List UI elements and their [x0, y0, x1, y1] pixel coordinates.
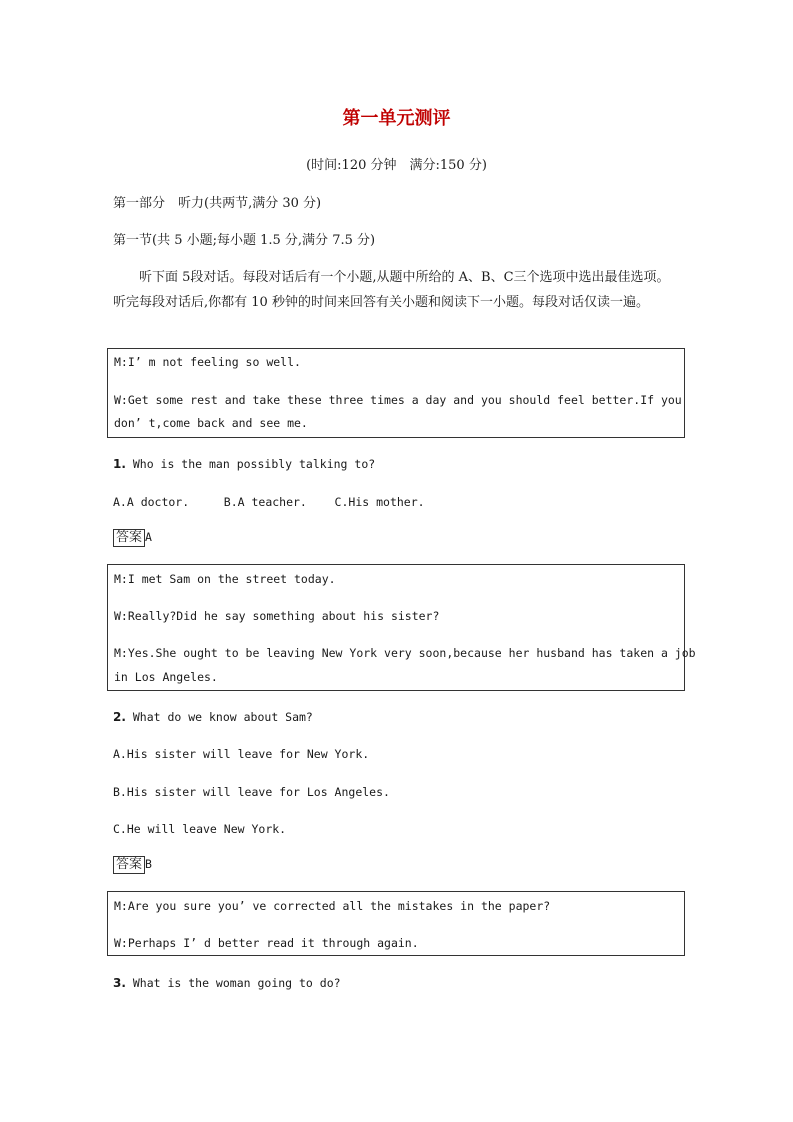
- dialog-line: W:Really?Did he say something about his sister?: [114, 609, 440, 623]
- answer-2: [113, 856, 152, 874]
- question-3: [113, 976, 341, 990]
- question-2: [113, 710, 313, 724]
- dialog-box-2: [107, 564, 696, 691]
- question-text: Who is the man possibly talking to?: [125, 457, 376, 471]
- answer-value: A: [145, 530, 152, 544]
- question-number: 1.: [113, 457, 126, 471]
- question-number: 3.: [113, 976, 126, 990]
- time-and-score: (时间:120 分钟 满分:150 分): [306, 158, 487, 173]
- dialog-line: W:Get some rest and take these three times a day and you should feel better.If you: [114, 393, 682, 407]
- dialog-line: W:Perhaps I’ d better read it through again.: [114, 936, 419, 950]
- dialog-line: M:Are you sure you’ ve corrected all the mistakes in the paper?: [114, 899, 551, 913]
- dialog-box-3: [107, 891, 685, 956]
- listening-instructions: 听下面 5段对话。每段对话后有一个小题,从题中所给的 A、B、C三个选项中选出最佳选项。听完每段对话后,你都有 10 秒钟的时间来回答有关小题和阅读下一小题。每段对话仅读一遍。: [113, 270, 670, 310]
- question-1-options: A.A doctor. B.A teacher. C.His mother.: [113, 495, 425, 509]
- answer-label: 答案: [113, 529, 145, 547]
- section-heading: 第一节(共 5 小题;每小题 1.5 分,满分 7.5 分): [113, 233, 376, 248]
- dialog-line: M:I met Sam on the street today.: [114, 572, 336, 586]
- question-number: 2.: [113, 710, 126, 724]
- answer-label: 答案: [113, 856, 145, 874]
- question-2-option-a: A.His sister will leave for New York.: [113, 747, 370, 761]
- question-1: [113, 457, 375, 471]
- question-2-option-c: C.He will leave New York.: [113, 822, 287, 836]
- question-text: What do we know about Sam?: [125, 710, 313, 724]
- question-text: What is the woman going to do?: [125, 976, 341, 990]
- answer-1: [113, 529, 152, 547]
- question-2-option-b: B.His sister will leave for Los Angeles.: [113, 785, 390, 799]
- dialog-line: M:Yes.She ought to be leaving New York very soon,because her husband has taken a job: [114, 646, 696, 660]
- answer-value: B: [145, 857, 152, 871]
- page-title: 第一单元测评: [342, 108, 451, 129]
- dialog-line: in Los Angeles.: [114, 670, 218, 684]
- dialog-line: don’ t,come back and see me.: [114, 416, 308, 430]
- part-heading: 第一部分 听力(共两节,满分 30 分): [113, 196, 322, 211]
- dialog-line: M:I’ m not feeling so well.: [114, 355, 301, 369]
- dialog-box-1: [107, 348, 685, 438]
